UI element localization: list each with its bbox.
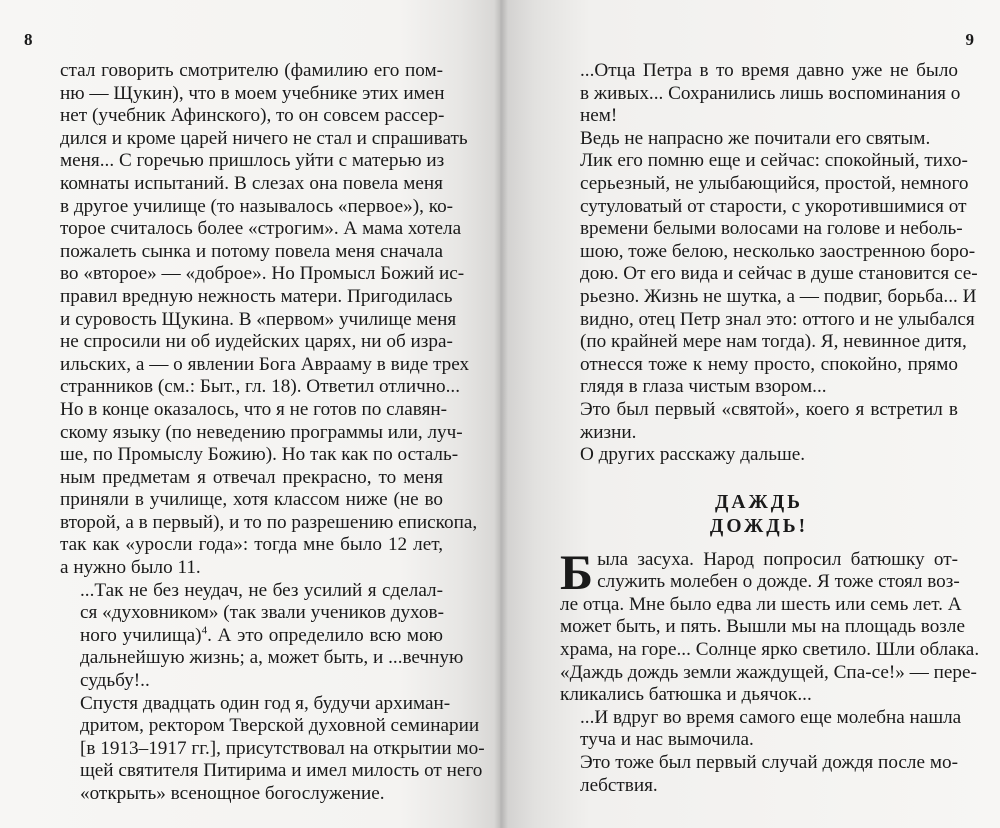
text-line [560,549,958,572]
text-line [60,783,443,806]
text-line-content: времени белыми волосами на голове и неболь- [580,218,963,240]
text-line [60,511,478,535]
text-line [560,729,958,752]
text-line [60,760,483,783]
text-line [560,240,976,264]
text-line-content: Лик его помню еще и сейчас: спокойный, тихо- [580,150,968,172]
text-line-content: глядя в глаза чистым взором... [580,376,827,398]
section-heading-line: ДОЖДЬ! [709,515,809,537]
text-line-content: ле отца. Мне было едва ли шесть или семь лет. А [560,593,962,615]
text-line [560,105,958,128]
paragraph [560,444,958,467]
text-line-content: [в 1913–1917 гг.], присутствовал на открытии мо- [80,737,485,759]
text-line [60,580,443,603]
text-line-content: Спустя двадцать один год я, будучи архиман- [80,692,451,714]
text-line-content: О других расскажу дальше. [580,444,806,466]
text-line [560,218,963,241]
text-line [60,150,443,173]
text-line [60,308,457,332]
text-line [560,376,958,399]
text-line-content: нем! [580,105,618,127]
text-line-content: «открыть» всенощное богослужение. [80,783,385,804]
text-line [560,593,962,617]
text-line [560,128,958,151]
text-line [60,625,443,648]
section-heading [560,491,958,539]
paragraph [560,399,958,444]
text-line [560,354,958,377]
text-line-content: ...И вдруг во время самого еще молебна нашла [580,706,962,728]
text-line [560,444,958,467]
text-line [60,444,459,467]
text-line [60,715,480,738]
text-line-content: скому языку (по неведению программы или, луч- [60,421,463,443]
text-line-content: щей святителя Питирима и имел милость от него [80,760,483,782]
text-line [60,534,443,557]
text-line-content: лебствия. [580,774,658,796]
right-page [500,0,1000,828]
text-line-content: ным предметам я отвечал прекрасно, то меня [60,466,443,488]
text-line [60,376,461,399]
text-line [60,557,443,580]
text-line [560,422,958,445]
text-line-content: ...Отца Петра в то время давно уже не было [580,60,958,81]
text-line [60,263,465,286]
text-line [60,670,443,693]
paragraph [560,128,958,151]
text-line [560,172,969,196]
text-line [60,105,443,128]
text-line [60,331,453,354]
right-text-column [560,60,980,797]
text-line-content: дальнейшую жизнь; а, может быть, и ...вечную [80,647,464,669]
text-line-content: торое считалось более «строгим». А мама хотела [60,218,462,240]
drop-cap: Б [560,543,594,600]
text-line [60,737,485,761]
text-line [60,173,443,196]
text-line-content: дритом, ректором Тверской духовной семинарии [80,715,480,737]
text-line [60,60,443,83]
text-line-content: туча и нас вымочила. [580,729,754,751]
text-line [60,285,453,309]
text-line [560,616,965,639]
text-line-content: странников (см.: Быт., гл. 18). Ответил отлично... [60,376,461,398]
text-line [560,661,977,685]
footnote-marker[interactable]: 4 [201,624,208,637]
text-line-content: отнесся тоже к нему просто, спокойно, прямо [580,353,958,375]
text-line-content: рьезно. Жизнь не шутка, а — подвиг, борьба... И [580,285,977,307]
section-heading-line: ДАЖДЬ [714,491,804,513]
text-line [560,285,977,309]
text-line [560,639,980,662]
text-line-content: жизни. [580,421,637,443]
text-line-content: судьбу!.. [80,670,150,692]
text-line [560,60,958,83]
text-line [560,775,958,798]
paragraph [560,752,958,797]
text-line-content: не спросили ни об иудейских царях, ни об изра- [60,331,453,353]
text-line-content: Это тоже был первый случай дождя после мо- [580,752,958,774]
text-line [60,127,468,151]
text-line-content: дою. От его вида и сейчас в душе становится се- [580,263,978,285]
text-line-content: . А это определило всю мою [207,624,443,646]
text-line [60,647,464,670]
text-line-content: «Даждь дождь земли жаждущей, Спа-се!» — пере- [560,661,977,683]
text-line-content: ся «духовником» (так звали учеников духов- [80,602,444,624]
text-line [560,571,958,594]
paragraph [560,150,978,399]
text-line [60,353,470,377]
text-line-content: видно, отец Петр знал это: оттого и не улыбался [580,308,975,330]
text-line [560,308,975,332]
text-line [60,241,443,264]
text-line-content: приняли в училище, хотя классом ниже (не во [60,489,443,511]
text-line-content: служить молебен о дожде. Я тоже стоял воз- [597,571,960,593]
text-line [60,398,448,422]
text-line-content: а нужно было 11. [60,557,201,579]
text-line-content: стал говорить смотрителю (фамилию его пом- [60,60,443,81]
page-number-right: 9 [965,30,974,49]
text-line-content: правил вредную нежность матери. Пригодилась [60,285,453,307]
text-line [60,692,451,716]
text-line-content: может быть, и пять. Вышли мы на площадь возле [560,616,965,638]
text-line-content: так как «уросли года»: тогда мне было 12 лет, [60,534,443,556]
text-line-content: ше, по Промыслу Божию). Но так как по осталь- [60,444,459,466]
paragraph [560,706,962,752]
text-line-content: ...Так не без неудач, не без усилий я сделал- [80,579,443,601]
book-gutter [494,0,508,828]
text-line-content: (по крайней мере нам тогда). Я, невинное дитя, [580,331,967,353]
text-line-content: ню — Щукин), что в моем учебнике этих имен [60,82,445,104]
paragraph [60,579,464,693]
text-line-content: второй, а в первый), и то по разрешению епископа, [60,511,478,533]
text-line [560,82,961,106]
text-line-content: ыла засуха. Народ попросил батюшку от- [597,548,958,570]
page-number-left: 8 [24,30,33,49]
text-line [60,83,443,106]
text-line [60,421,463,445]
text-line-content: Ведь не напрасно же почитали его святым. [580,127,931,149]
text-line [560,195,967,219]
text-line [60,218,462,241]
paragraph [60,60,478,580]
text-line-content: кликались батюшка и дьячок... [560,684,812,706]
text-line-content: дился и кроме царей ничего не стал и спрашивать [60,127,468,149]
text-line [60,489,443,512]
text-line [60,602,443,625]
text-line [560,399,958,422]
text-line-content: во «второе» — «доброе». Но Промысл Божий ис- [60,263,465,285]
paragraph [560,60,961,128]
left-text-column [60,60,485,806]
text-line-content: храма, на горе... Солнце ярко светило. Шли облака. [560,639,980,661]
text-line-content: сутуловатый от старости, с укоротившимися от [580,195,967,217]
paragraph [60,692,485,806]
text-line-content: нет (учебник Афинского), то он совсем рассер- [60,105,445,127]
text-line-content: ильских, а — о явлении Бога Аврааму в виде трех [60,353,470,375]
text-line-content: пожалеть сынка и потому повела меня сначала [60,240,443,262]
text-line [60,467,443,490]
text-line-content: Но в конце оказалось, что я не готов по славян- [60,398,448,420]
text-line [560,706,962,730]
text-line-content: Это был первый «святой», коего я встретил в [580,398,958,420]
text-line [560,331,967,354]
text-line-content: в живых... Сохранились лишь воспоминания о [580,82,961,104]
text-line-content: шою, тоже белою, несколько заостренною боро- [580,240,976,262]
text-line [560,263,978,286]
text-line-content: комнаты испытаний. В слезах она повела меня [60,172,443,194]
text-line [560,752,958,775]
text-line-content: и суровость Щукина. В «первом» училище меня [60,308,457,330]
text-line [60,195,454,219]
text-line-content: в другое училище (то называлось «первое»), ко- [60,195,454,217]
paragraph-with-dropcap [560,543,980,707]
text-line-content: меня... С горечью пришлось уйти с матерью из [60,150,445,172]
text-line [560,684,958,707]
text-line-content: ного училища) [80,624,202,646]
text-line [560,150,968,173]
text-line-content: серьезный, не улыбающийся, простой, немного [580,172,969,194]
